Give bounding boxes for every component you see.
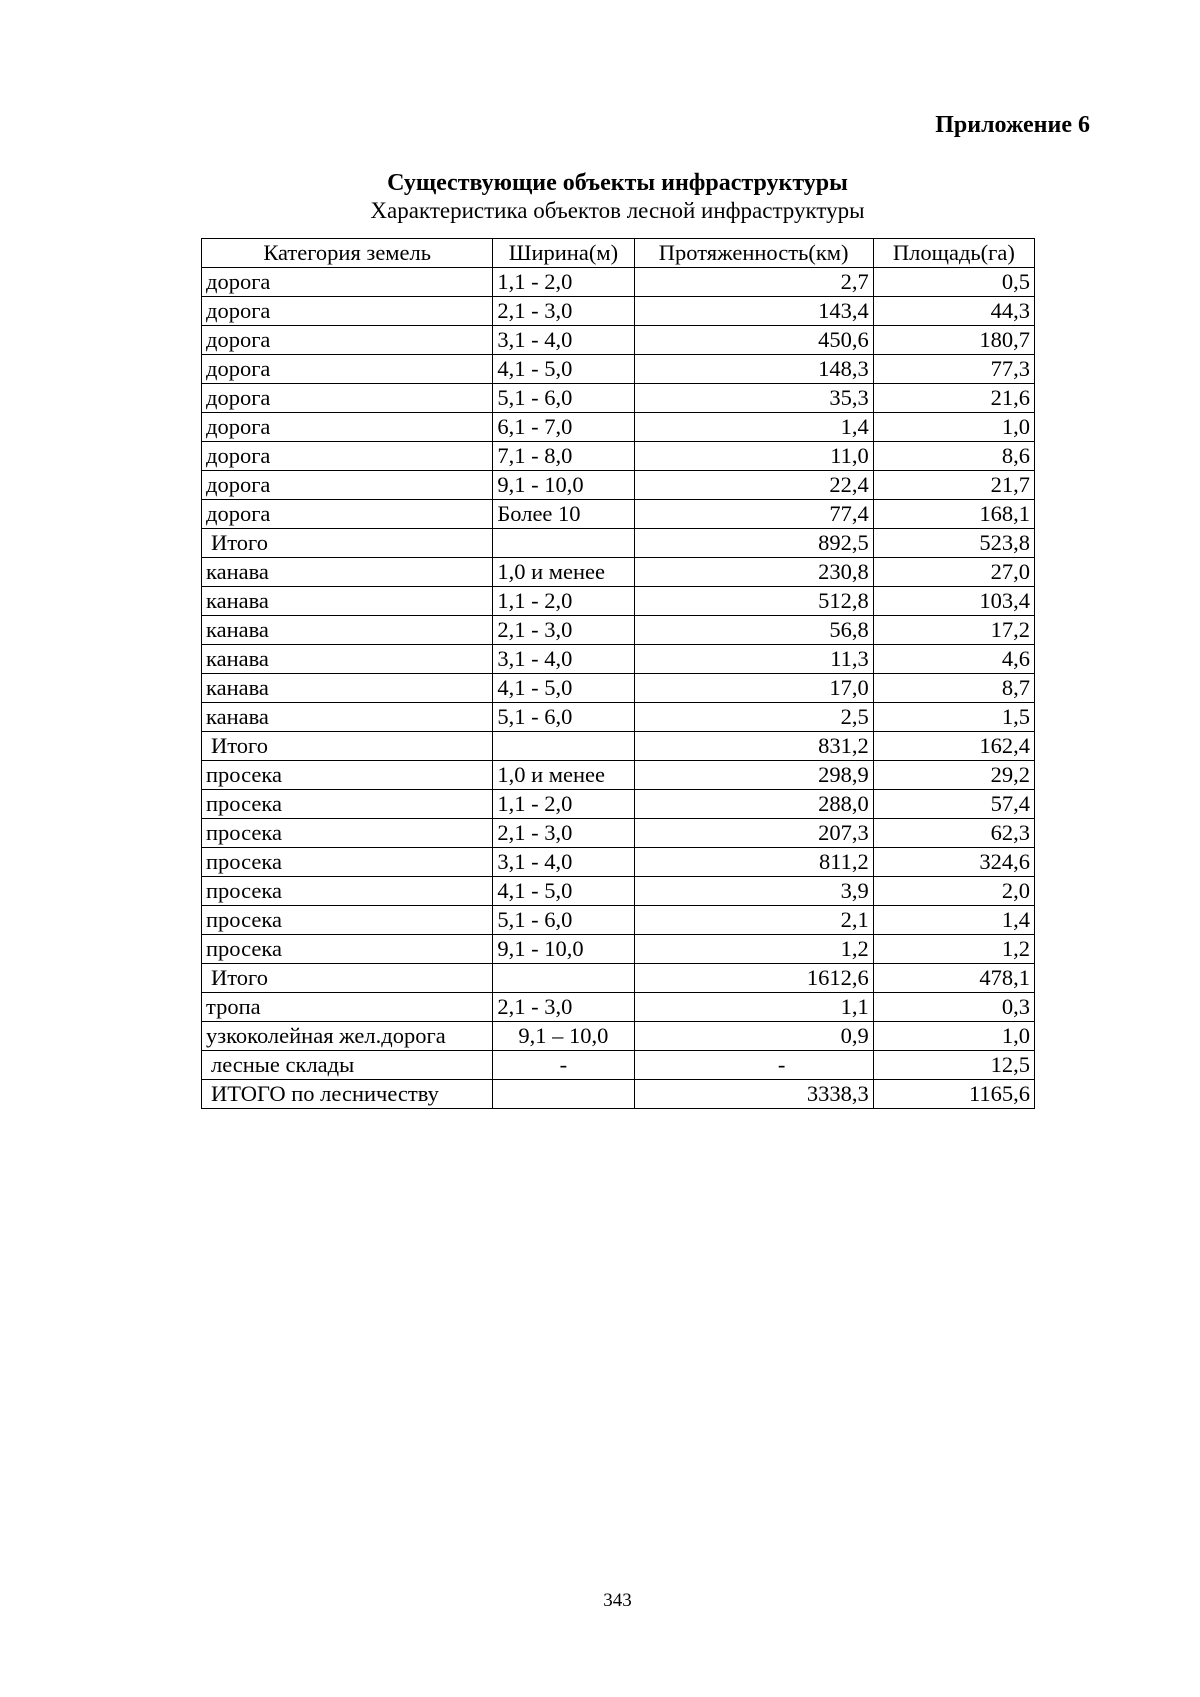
cell-area: 1,4 [873, 906, 1034, 935]
cell-area: 1,0 [873, 1022, 1034, 1051]
cell-category: ИТОГО по лесничеству [202, 1080, 493, 1109]
table-row [202, 268, 1035, 297]
cell-length: 11,3 [634, 645, 873, 674]
table-row [202, 616, 1035, 645]
cell-length: 3,9 [634, 877, 873, 906]
cell-area: 4,6 [873, 645, 1034, 674]
cell-length: 143,4 [634, 297, 873, 326]
cell-width: 9,1 – 10,0 [493, 1022, 634, 1051]
table-row [202, 848, 1035, 877]
cell-length: 512,8 [634, 587, 873, 616]
cell-area: 1,2 [873, 935, 1034, 964]
cell-width: 4,1 - 5,0 [493, 877, 634, 906]
table-row [202, 471, 1035, 500]
cell-category: просека [202, 790, 493, 819]
table-row [202, 645, 1035, 674]
cell-length: - [634, 1051, 873, 1080]
cell-category: канава [202, 587, 493, 616]
cell-category: дорога [202, 442, 493, 471]
cell-width: 9,1 - 10,0 [493, 935, 634, 964]
cell-width: 2,1 - 3,0 [493, 993, 634, 1022]
cell-category: канава [202, 558, 493, 587]
cell-width [493, 732, 634, 761]
cell-width: 3,1 - 4,0 [493, 848, 634, 877]
cell-length: 3338,3 [634, 1080, 873, 1109]
appendix-label: Приложение 6 [935, 112, 1090, 138]
cell-area: 1,5 [873, 703, 1034, 732]
table-row [202, 1022, 1035, 1051]
cell-length: 148,3 [634, 355, 873, 384]
header-length: Протяженность(км) [634, 239, 873, 268]
cell-area: 478,1 [873, 964, 1034, 993]
cell-width: 9,1 - 10,0 [493, 471, 634, 500]
cell-length: 892,5 [634, 529, 873, 558]
cell-category: Итого [202, 964, 493, 993]
cell-area: 27,0 [873, 558, 1034, 587]
cell-area: 29,2 [873, 761, 1034, 790]
cell-area: 523,8 [873, 529, 1034, 558]
table-row [202, 819, 1035, 848]
cell-width: 5,1 - 6,0 [493, 703, 634, 732]
table-row [202, 703, 1035, 732]
cell-length: 298,9 [634, 761, 873, 790]
cell-category: дорога [202, 500, 493, 529]
cell-category: просека [202, 761, 493, 790]
cell-area: 0,5 [873, 268, 1034, 297]
cell-length: 2,7 [634, 268, 873, 297]
cell-category: Итого [202, 732, 493, 761]
cell-area: 62,3 [873, 819, 1034, 848]
cell-length: 207,3 [634, 819, 873, 848]
cell-area: 324,6 [873, 848, 1034, 877]
cell-length: 1,2 [634, 935, 873, 964]
cell-category: дорога [202, 413, 493, 442]
cell-width: 3,1 - 4,0 [493, 645, 634, 674]
cell-category: просека [202, 848, 493, 877]
cell-width: 1,0 и менее [493, 558, 634, 587]
cell-category: дорога [202, 355, 493, 384]
table-row [202, 964, 1035, 993]
cell-length: 35,3 [634, 384, 873, 413]
cell-length: 22,4 [634, 471, 873, 500]
cell-area: 103,4 [873, 587, 1034, 616]
table-row [202, 442, 1035, 471]
cell-length: 0,9 [634, 1022, 873, 1051]
cell-area: 2,0 [873, 877, 1034, 906]
cell-area: 1,0 [873, 413, 1034, 442]
header-area: Площадь(га) [873, 239, 1034, 268]
cell-category: просека [202, 906, 493, 935]
table-row [202, 674, 1035, 703]
cell-length: 831,2 [634, 732, 873, 761]
cell-length: 230,8 [634, 558, 873, 587]
cell-width: 2,1 - 3,0 [493, 616, 634, 645]
cell-category: дорога [202, 326, 493, 355]
cell-width: 2,1 - 3,0 [493, 297, 634, 326]
table-row [202, 1051, 1035, 1080]
cell-length: 11,0 [634, 442, 873, 471]
header-width: Ширина(м) [493, 239, 634, 268]
cell-width: 1,1 - 2,0 [493, 587, 634, 616]
table-row [202, 529, 1035, 558]
table-row [202, 355, 1035, 384]
table-row [202, 558, 1035, 587]
cell-area: 21,6 [873, 384, 1034, 413]
cell-length: 1,1 [634, 993, 873, 1022]
cell-width: Более 10 [493, 500, 634, 529]
cell-length: 2,5 [634, 703, 873, 732]
cell-length: 811,2 [634, 848, 873, 877]
cell-area: 8,6 [873, 442, 1034, 471]
cell-category: канава [202, 703, 493, 732]
cell-area: 168,1 [873, 500, 1034, 529]
cell-width [493, 964, 634, 993]
cell-area: 180,7 [873, 326, 1034, 355]
table-row [202, 587, 1035, 616]
title-block [0, 170, 1200, 224]
table-header-row [202, 239, 1035, 268]
cell-area: 17,2 [873, 616, 1034, 645]
cell-category: канава [202, 645, 493, 674]
cell-area: 44,3 [873, 297, 1034, 326]
cell-width: 5,1 - 6,0 [493, 384, 634, 413]
table-row [202, 790, 1035, 819]
cell-width: - [493, 1051, 634, 1080]
cell-area: 57,4 [873, 790, 1034, 819]
cell-length: 77,4 [634, 500, 873, 529]
cell-category: просека [202, 877, 493, 906]
cell-width: 1,1 - 2,0 [493, 790, 634, 819]
cell-area: 8,7 [873, 674, 1034, 703]
table-row [202, 413, 1035, 442]
table-row [202, 326, 1035, 355]
cell-category: лесные склады [202, 1051, 493, 1080]
cell-length: 1612,6 [634, 964, 873, 993]
cell-width: 1,0 и менее [493, 761, 634, 790]
table-row [202, 935, 1035, 964]
cell-category: узкоколейная жел.дорога [202, 1022, 493, 1051]
cell-width: 4,1 - 5,0 [493, 674, 634, 703]
cell-category: дорога [202, 471, 493, 500]
cell-area: 1165,6 [873, 1080, 1034, 1109]
cell-area: 21,7 [873, 471, 1034, 500]
table-row [202, 732, 1035, 761]
page-number: 343 [603, 1590, 632, 1611]
cell-category: просека [202, 819, 493, 848]
cell-category: дорога [202, 297, 493, 326]
cell-length: 450,6 [634, 326, 873, 355]
cell-area: 162,4 [873, 732, 1034, 761]
table-row [202, 297, 1035, 326]
cell-width: 7,1 - 8,0 [493, 442, 634, 471]
cell-length: 56,8 [634, 616, 873, 645]
cell-length: 17,0 [634, 674, 873, 703]
document-subtitle: Характеристика объектов лесной инфраструктуры [370, 198, 865, 223]
table-row [202, 993, 1035, 1022]
cell-category: Итого [202, 529, 493, 558]
cell-category: канава [202, 674, 493, 703]
cell-length: 2,1 [634, 906, 873, 935]
cell-category: дорога [202, 384, 493, 413]
cell-width: 6,1 - 7,0 [493, 413, 634, 442]
table-row [202, 877, 1035, 906]
cell-area: 12,5 [873, 1051, 1034, 1080]
cell-category: тропа [202, 993, 493, 1022]
table-row [202, 906, 1035, 935]
cell-length: 1,4 [634, 413, 873, 442]
cell-width: 4,1 - 5,0 [493, 355, 634, 384]
cell-length: 288,0 [634, 790, 873, 819]
table-row [202, 1080, 1035, 1109]
document-title: Существующие объекты инфраструктуры [387, 170, 848, 196]
table-row [202, 384, 1035, 413]
cell-width: 3,1 - 4,0 [493, 326, 634, 355]
cell-width: 2,1 - 3,0 [493, 819, 634, 848]
infrastructure-table [201, 238, 1035, 1109]
cell-width [493, 1080, 634, 1109]
table-body [202, 268, 1035, 1109]
header-category: Категория земель [202, 239, 493, 268]
cell-width [493, 529, 634, 558]
table-row [202, 761, 1035, 790]
cell-area: 77,3 [873, 355, 1034, 384]
cell-category: дорога [202, 268, 493, 297]
cell-category: просека [202, 935, 493, 964]
cell-category: канава [202, 616, 493, 645]
table-row [202, 500, 1035, 529]
cell-width: 5,1 - 6,0 [493, 906, 634, 935]
cell-area: 0,3 [873, 993, 1034, 1022]
cell-width: 1,1 - 2,0 [493, 268, 634, 297]
